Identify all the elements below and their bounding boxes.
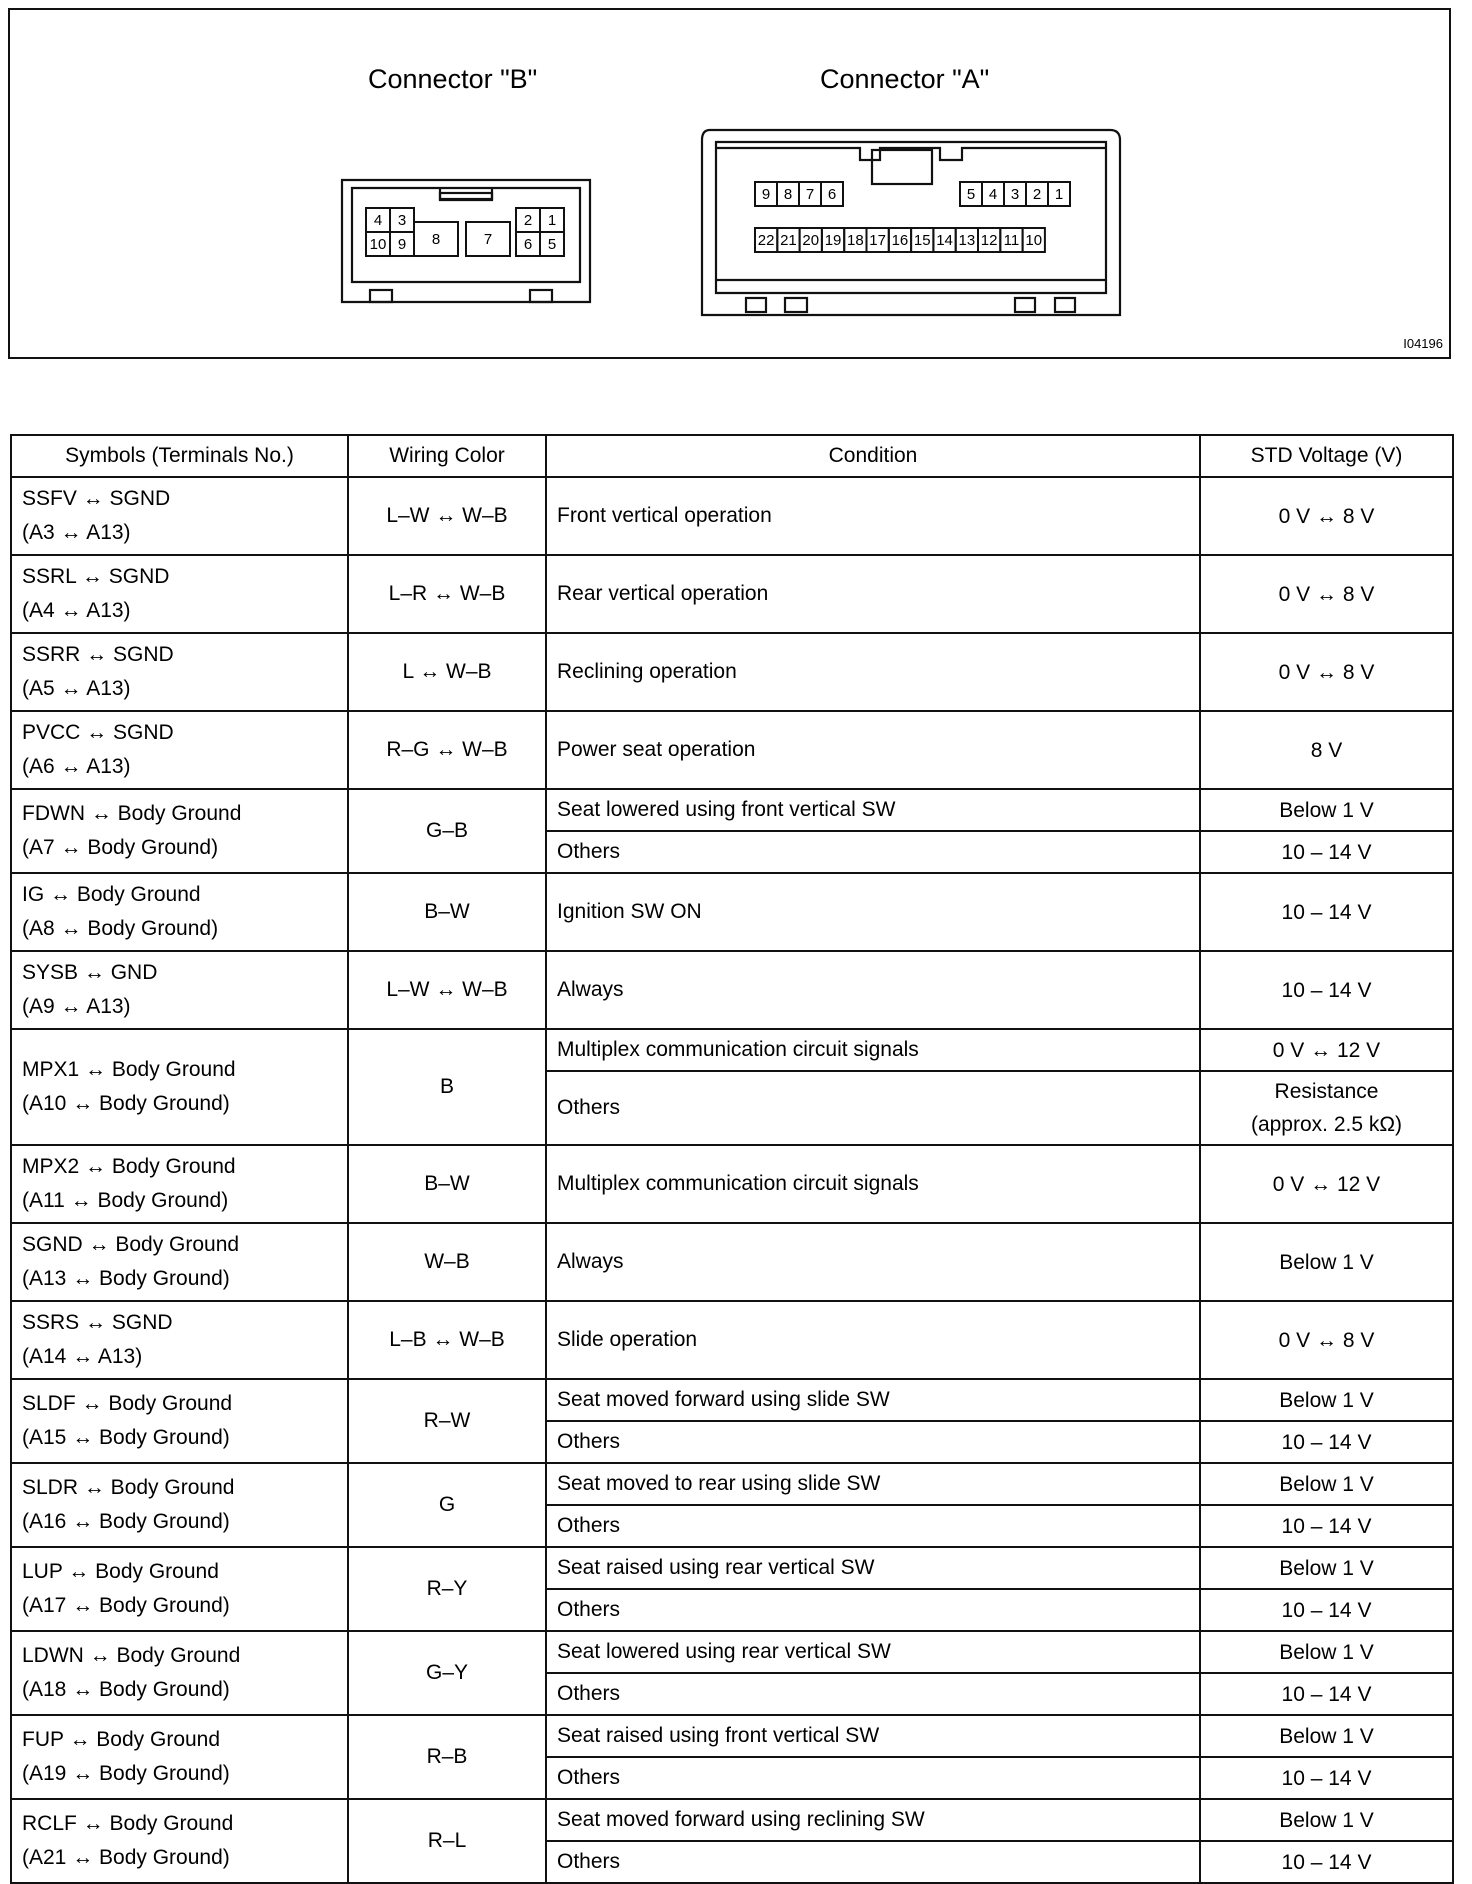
condition-cell: Others: [546, 1505, 1200, 1547]
connector-a-body: [702, 130, 1120, 315]
header-std-voltage: STD Voltage (V): [1200, 435, 1453, 477]
symbol-pair: SSRR ↔ SGND: [22, 643, 174, 666]
pin-label: 10: [1025, 232, 1043, 249]
wiring-color-cell: L–B ↔ W–B: [348, 1301, 546, 1379]
symbol-cell: [11, 1301, 348, 1379]
terminal-pair: (A13 ↔ Body Ground): [22, 1267, 230, 1290]
connector-figure: [8, 8, 1451, 359]
terminal-pair: (A10 ↔ Body Ground): [22, 1092, 230, 1115]
std-voltage-cell: [1200, 951, 1453, 1029]
symbol-cell: [11, 1463, 348, 1547]
terminal-pair: (A15 ↔ Body Ground): [22, 1426, 230, 1449]
condition-cell: Seat raised using rear vertical SW: [546, 1547, 1200, 1589]
pin-label: 2: [523, 212, 533, 229]
header-condition: Condition: [546, 435, 1200, 477]
std-voltage-cell: [1200, 1631, 1453, 1673]
pin-label: 19: [824, 232, 842, 249]
table-row: [11, 711, 1453, 789]
header-wiring-color: Wiring Color: [348, 435, 546, 477]
symbol-pair: LUP ↔ Body Ground: [22, 1560, 219, 1583]
header-symbols: Symbols (Terminals No.): [11, 435, 348, 477]
pin-label: 11: [1003, 232, 1020, 249]
terminal-pair: (A19 ↔ Body Ground): [22, 1762, 230, 1785]
table-row: [11, 1631, 1453, 1673]
terminal-pair: (A18 ↔ Body Ground): [22, 1678, 230, 1701]
symbol-pair: LDWN ↔ Body Ground: [22, 1644, 241, 1667]
std-voltage-cell: [1200, 789, 1453, 831]
symbol-pair: FDWN ↔ Body Ground: [22, 802, 242, 825]
table-body: [11, 477, 1453, 1883]
table-row: [11, 1799, 1453, 1841]
condition-cell: Always: [546, 951, 1200, 1029]
std-voltage-cell: [1200, 1589, 1453, 1631]
voltage-value: 10 – 14 V: [1281, 840, 1372, 864]
symbol-pair: MPX2 ↔ Body Ground: [22, 1155, 236, 1178]
voltage-value: 0 V ↔ 8 V: [1278, 582, 1375, 606]
condition-cell: Others: [546, 1071, 1200, 1145]
symbol-pair: SSRL ↔ SGND: [22, 565, 170, 588]
pin-label: 6: [827, 186, 837, 203]
table-row: [11, 1301, 1453, 1379]
pin-label: 5: [966, 186, 976, 203]
symbol-pair: FUP ↔ Body Ground: [22, 1728, 221, 1751]
pin-label: 15: [913, 232, 931, 249]
pin-label: 7: [483, 231, 493, 248]
voltage-value: Below 1 V: [1279, 1388, 1374, 1412]
voltage-value: 10 – 14 V: [1281, 1682, 1372, 1706]
connector-a-pins: [755, 182, 1070, 252]
condition-cell: Seat lowered using rear vertical SW: [546, 1631, 1200, 1673]
symbol-pair: RCLF ↔ Body Ground: [22, 1812, 234, 1835]
pin-label: 12: [980, 232, 998, 249]
symbol-cell: [11, 1223, 348, 1301]
std-voltage-cell: [1200, 1673, 1453, 1715]
symbol-cell: [11, 1029, 348, 1145]
wiring-color-cell: B–W: [348, 873, 546, 951]
symbol-pair: SLDF ↔ Body Ground: [22, 1392, 233, 1415]
pin-label: 14: [936, 232, 953, 249]
voltage-value: 10 – 14 V: [1281, 978, 1372, 1002]
voltage-value: 0 V ↔ 8 V: [1278, 504, 1375, 528]
symbol-cell: [11, 477, 348, 555]
terminal-pair: (A6 ↔ A13): [22, 755, 131, 778]
wiring-color-cell: R–L: [348, 1799, 546, 1883]
symbol-cell: [11, 1631, 348, 1715]
std-voltage-cell: [1200, 831, 1453, 873]
condition-cell: Others: [546, 1421, 1200, 1463]
terminal-pair: (A21 ↔ Body Ground): [22, 1846, 230, 1869]
connector-a-title: Connector "A": [820, 64, 990, 94]
table-row: [11, 477, 1453, 555]
voltage-value: Resistance: [1274, 1080, 1379, 1103]
voltage-value: 10 – 14 V: [1281, 1514, 1372, 1538]
pin-label: 20: [802, 232, 820, 249]
pin-label: 9: [761, 186, 771, 203]
condition-cell: Reclining operation: [546, 633, 1200, 711]
connector-b-title: Connector "B": [368, 64, 538, 94]
symbol-cell: [11, 1379, 348, 1463]
symbol-pair: SGND ↔ Body Ground: [22, 1233, 240, 1256]
condition-cell: Seat moved to rear using slide SW: [546, 1463, 1200, 1505]
wiring-color-cell: B–W: [348, 1145, 546, 1223]
condition-cell: Always: [546, 1223, 1200, 1301]
std-voltage-cell: [1200, 1379, 1453, 1421]
terminal-pair: (A9 ↔ A13): [22, 995, 131, 1018]
condition-cell: Seat lowered using front vertical SW: [546, 789, 1200, 831]
condition-cell: Seat raised using front vertical SW: [546, 1715, 1200, 1757]
std-voltage-cell: [1200, 1505, 1453, 1547]
pin-label: 8: [783, 186, 793, 203]
wiring-color-cell: L–W ↔ W–B: [348, 477, 546, 555]
wiring-color-cell: W–B: [348, 1223, 546, 1301]
table-row: [11, 789, 1453, 831]
table-header-row: [11, 435, 1453, 477]
symbol-pair: SSFV ↔ SGND: [22, 487, 171, 510]
symbol-cell: [11, 555, 348, 633]
symbol-pair: IG ↔ Body Ground: [22, 883, 201, 906]
symbol-pair: PVCC ↔ SGND: [22, 721, 174, 744]
connector-drawing: [10, 10, 1450, 358]
std-voltage-cell: [1200, 1223, 1453, 1301]
pin-label: 18: [847, 232, 864, 249]
pin-label: 4: [373, 212, 383, 229]
symbol-cell: [11, 951, 348, 1029]
voltage-value: 10 – 14 V: [1281, 1766, 1372, 1790]
table-row: [11, 1715, 1453, 1757]
voltage-value: Below 1 V: [1279, 1472, 1374, 1496]
condition-cell: Seat moved forward using reclining SW: [546, 1799, 1200, 1841]
voltage-value: Below 1 V: [1279, 1640, 1374, 1664]
condition-cell: Multiplex communication circuit signals: [546, 1029, 1200, 1071]
table-row: [11, 1145, 1453, 1223]
voltage-value: 0 V ↔ 8 V: [1278, 1328, 1375, 1352]
table-row: [11, 555, 1453, 633]
voltage-value: 10 – 14 V: [1281, 1850, 1372, 1874]
std-voltage-cell: [1200, 1715, 1453, 1757]
pin-label: 9: [397, 236, 407, 253]
wiring-color-cell: R–B: [348, 1715, 546, 1799]
voltage-value: 10 – 14 V: [1281, 1430, 1372, 1454]
wiring-color-cell: G–Y: [348, 1631, 546, 1715]
voltage-value: 0 V ↔ 12 V: [1272, 1172, 1381, 1196]
table-row: [11, 1547, 1453, 1589]
voltage-value: 10 – 14 V: [1281, 900, 1372, 924]
pin-label: 3: [397, 212, 407, 229]
std-voltage-cell: [1200, 1071, 1453, 1145]
voltage-value: 0 V ↔ 12 V: [1272, 1038, 1381, 1062]
terminal-pair: (A17 ↔ Body Ground): [22, 1594, 230, 1617]
wiring-color-cell: L ↔ W–B: [348, 633, 546, 711]
condition-cell: Power seat operation: [546, 711, 1200, 789]
std-voltage-cell: [1200, 633, 1453, 711]
symbol-cell: [11, 873, 348, 951]
pin-label: 8: [431, 231, 441, 248]
symbol-cell: [11, 1547, 348, 1631]
condition-cell: Others: [546, 831, 1200, 873]
wiring-color-cell: R–Y: [348, 1547, 546, 1631]
symbol-cell: [11, 711, 348, 789]
terminal-pair: (A16 ↔ Body Ground): [22, 1510, 230, 1533]
pin-label: 2: [1032, 186, 1042, 203]
std-voltage-cell: [1200, 873, 1453, 951]
figure-id: I04196: [1403, 336, 1443, 351]
symbol-cell: [11, 1799, 348, 1883]
voltage-value: Below 1 V: [1279, 1724, 1374, 1748]
condition-cell: Multiplex communication circuit signals: [546, 1145, 1200, 1223]
connector-b-pins: [366, 208, 564, 256]
table-row: [11, 1223, 1453, 1301]
voltage-value: Below 1 V: [1279, 798, 1374, 822]
voltage-value: 0 V ↔ 8 V: [1278, 660, 1375, 684]
std-voltage-cell: [1200, 711, 1453, 789]
pin-label: 10: [369, 236, 387, 253]
wiring-color-cell: L–W ↔ W–B: [348, 951, 546, 1029]
std-voltage-cell: [1200, 1029, 1453, 1071]
pin-label: 1: [1054, 186, 1064, 203]
std-voltage-cell: [1200, 1547, 1453, 1589]
pin-label: 16: [891, 232, 909, 249]
voltage-value: 8 V: [1310, 738, 1343, 762]
symbol-pair: MPX1 ↔ Body Ground: [22, 1058, 236, 1081]
voltage-value: Below 1 V: [1279, 1808, 1374, 1832]
pin-label: 7: [805, 186, 815, 203]
condition-cell: Slide operation: [546, 1301, 1200, 1379]
terminal-pair: (A11 ↔ Body Ground): [22, 1189, 229, 1212]
table-row: [11, 1463, 1453, 1505]
wiring-color-cell: L–R ↔ W–B: [348, 555, 546, 633]
symbol-cell: [11, 789, 348, 873]
wiring-color-cell: G: [348, 1463, 546, 1547]
terminal-pair: (A5 ↔ A13): [22, 677, 131, 700]
terminal-pair: (A3 ↔ A13): [22, 521, 131, 544]
std-voltage-cell: [1200, 1463, 1453, 1505]
std-voltage-cell: [1200, 1799, 1453, 1841]
table-row: [11, 951, 1453, 1029]
voltage-value: Below 1 V: [1279, 1556, 1374, 1580]
pin-label: 17: [869, 232, 886, 249]
condition-cell: Ignition SW ON: [546, 873, 1200, 951]
table-row: [11, 1029, 1453, 1071]
condition-cell: Others: [546, 1589, 1200, 1631]
wiring-color-cell: R–W: [348, 1379, 546, 1463]
terminal-pair: (A8 ↔ Body Ground): [22, 917, 219, 940]
pin-label: 1: [547, 212, 557, 229]
voltage-value: Below 1 V: [1279, 1250, 1374, 1274]
terminal-pair: (A7 ↔ Body Ground): [22, 836, 219, 859]
condition-cell: Rear vertical operation: [546, 555, 1200, 633]
spec-table: [10, 434, 1454, 1884]
wiring-color-cell: R–G ↔ W–B: [348, 711, 546, 789]
table-row: [11, 633, 1453, 711]
table-row: [11, 873, 1453, 951]
condition-cell: Others: [546, 1673, 1200, 1715]
symbol-cell: [11, 1715, 348, 1799]
std-voltage-cell: [1200, 1757, 1453, 1799]
pin-label: 4: [988, 186, 998, 203]
terminal-pair: (A14 ↔ A13): [22, 1345, 143, 1368]
condition-cell: Others: [546, 1757, 1200, 1799]
terminal-pair: (A4 ↔ A13): [22, 599, 131, 622]
pin-label: 5: [547, 236, 557, 253]
std-voltage-cell: [1200, 555, 1453, 633]
condition-cell: Seat moved forward using slide SW: [546, 1379, 1200, 1421]
voltage-note: (approx. 2.5 kΩ): [1250, 1113, 1403, 1136]
symbol-pair: SSRS ↔ SGND: [22, 1311, 173, 1334]
std-voltage-cell: [1200, 477, 1453, 555]
pin-label: 22: [757, 232, 775, 249]
symbol-cell: [11, 633, 348, 711]
symbol-pair: SLDR ↔ Body Ground: [22, 1476, 235, 1499]
condition-cell: Others: [546, 1841, 1200, 1883]
pin-label: 13: [958, 232, 976, 249]
voltage-value: 10 – 14 V: [1281, 1598, 1372, 1622]
pin-label: 21: [780, 232, 797, 249]
wiring-color-cell: B: [348, 1029, 546, 1145]
table-row: [11, 1379, 1453, 1421]
pin-label: 3: [1010, 186, 1020, 203]
pin-label: 6: [523, 236, 533, 253]
std-voltage-cell: [1200, 1841, 1453, 1883]
std-voltage-cell: [1200, 1421, 1453, 1463]
std-voltage-cell: [1200, 1145, 1453, 1223]
condition-cell: Front vertical operation: [546, 477, 1200, 555]
symbol-pair: SYSB ↔ GND: [22, 961, 158, 984]
wiring-color-cell: G–B: [348, 789, 546, 873]
connector-b-latch: [440, 193, 492, 199]
symbol-cell: [11, 1145, 348, 1223]
std-voltage-cell: [1200, 1301, 1453, 1379]
